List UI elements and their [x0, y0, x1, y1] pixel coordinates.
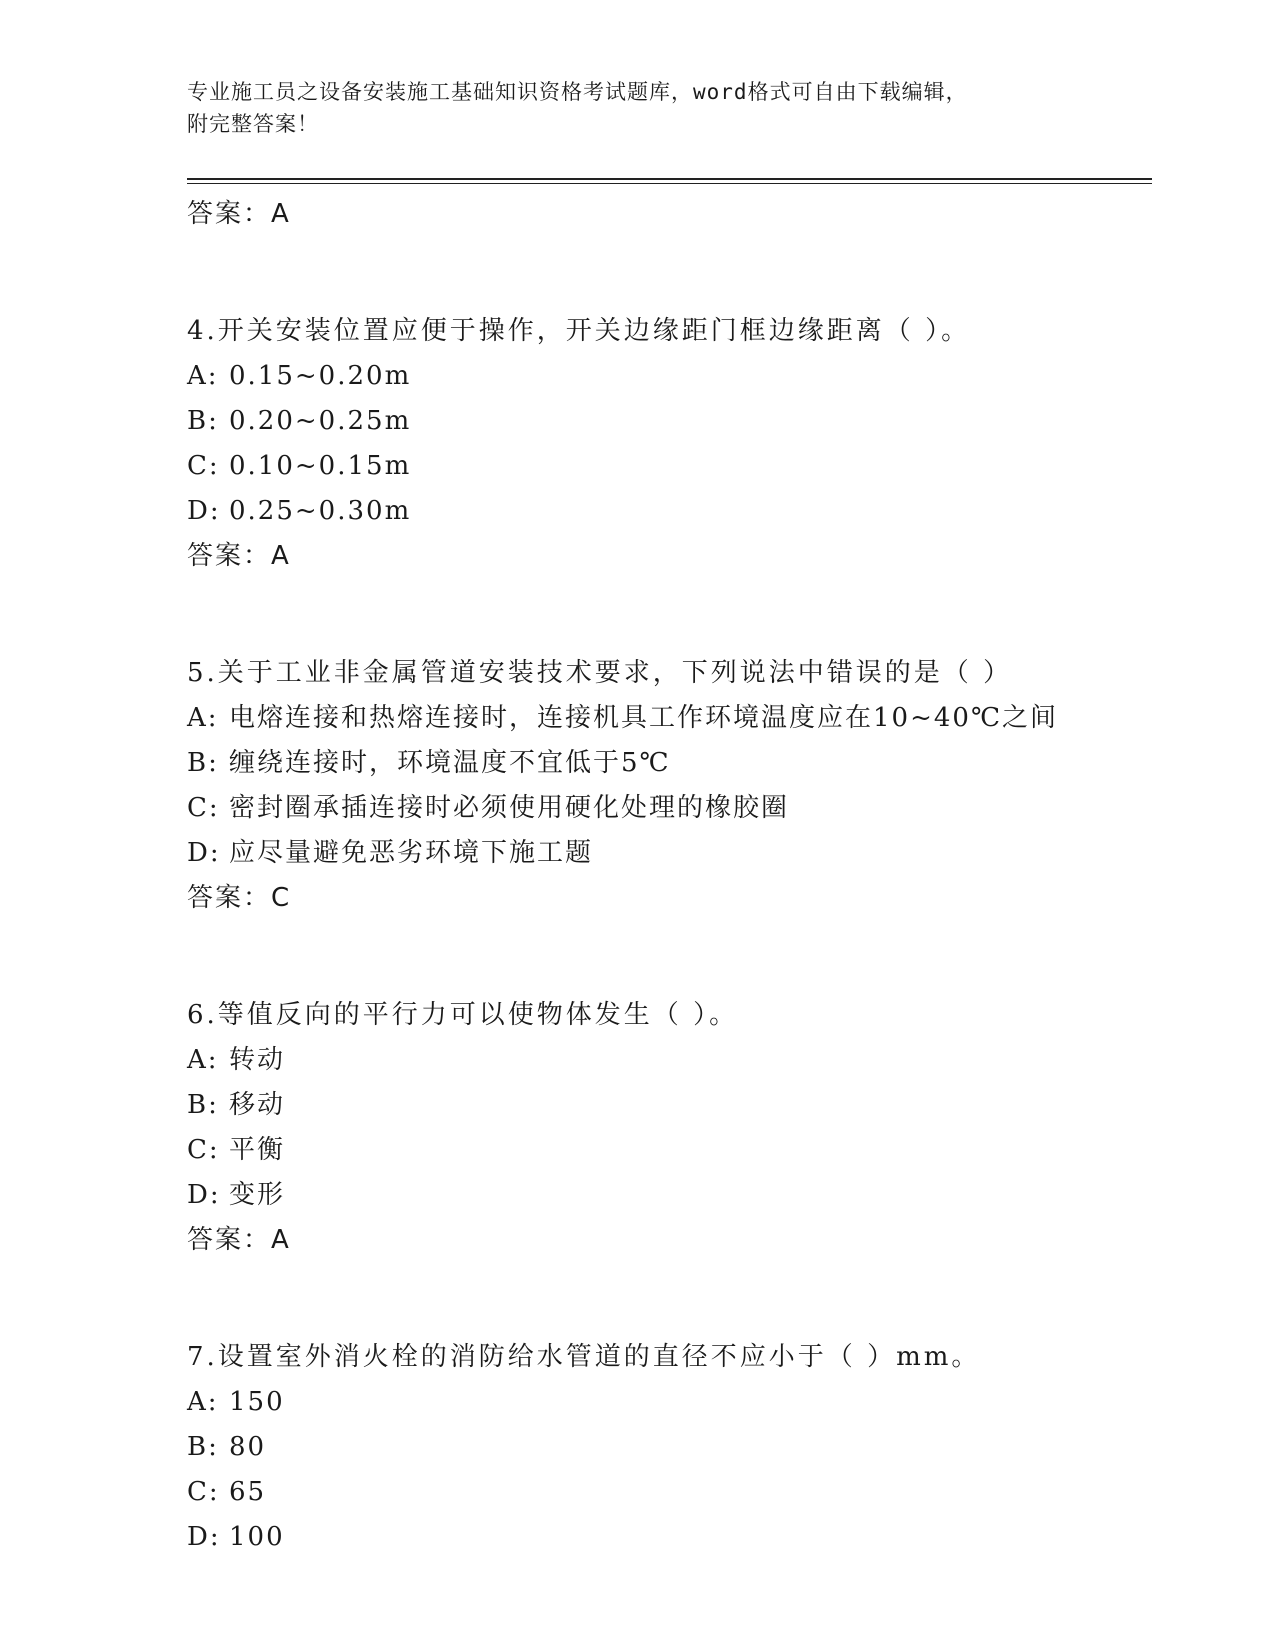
option-text: 应尽量避免恶劣环境下施工题 — [229, 838, 594, 868]
header-divider-thin — [187, 183, 1152, 184]
question-block — [187, 1334, 1152, 1560]
option-c — [187, 1128, 1152, 1173]
option-letter: C: — [187, 451, 220, 481]
answer-line: 答案：A — [187, 1225, 291, 1255]
option-letter: A: — [187, 1045, 219, 1075]
option-letter: B: — [187, 748, 219, 778]
option-letter: D: — [187, 1180, 221, 1210]
option-text: 电熔连接和热熔连接时，连接机具工作环境温度应在10~40℃之间 — [229, 703, 1059, 733]
option-letter: D: — [187, 1522, 221, 1552]
question-title: 4.开关安装位置应便于操作，开关边缘距门框边缘距离（ ）。 — [187, 316, 971, 346]
option-letter: A: — [187, 703, 219, 733]
option-letter: C: — [187, 1135, 220, 1165]
option-letter: B: — [187, 1090, 219, 1120]
question-title: 6.等值反向的平行力可以使物体发生（ ）。 — [187, 1000, 739, 1030]
answer-line: 答案：A — [187, 541, 291, 571]
option-letter: B: — [187, 406, 219, 436]
option-d — [187, 1173, 1152, 1218]
option-letter: C: — [187, 793, 220, 823]
option-text: 65 — [229, 1477, 267, 1507]
document-header — [187, 76, 1067, 140]
option-letter: A: — [187, 1387, 219, 1417]
option-letter: B: — [187, 1432, 219, 1462]
option-text: 变形 — [229, 1180, 286, 1210]
option-a — [187, 1380, 1152, 1425]
header-line-2: 附完整答案！ — [187, 112, 319, 136]
option-a — [187, 354, 1152, 399]
option-d — [187, 1515, 1152, 1560]
option-letter: D: — [187, 838, 221, 868]
answer-line: 答案：A — [187, 199, 291, 229]
question-block — [187, 992, 1152, 1262]
option-text: 平衡 — [229, 1135, 286, 1165]
question-list — [187, 192, 1152, 1560]
option-letter: C: — [187, 1477, 220, 1507]
option-text: 移动 — [229, 1090, 286, 1120]
option-text: 密封圈承插连接时必须使用硬化处理的橡胶圈 — [229, 793, 790, 823]
header-divider-thick — [187, 178, 1152, 180]
option-text: 0.20~0.25m — [229, 406, 412, 436]
option-b — [187, 399, 1152, 444]
option-a — [187, 696, 1152, 741]
option-text: 0.15~0.20m — [229, 361, 412, 391]
header-line-1: 专业施工员之设备安装施工基础知识资格考试题库，word格式可自由下载编辑， — [187, 80, 968, 104]
option-d — [187, 489, 1152, 534]
option-d — [187, 831, 1152, 876]
option-text: 100 — [229, 1522, 285, 1552]
option-text: 80 — [229, 1432, 267, 1462]
option-b — [187, 741, 1152, 786]
question-title: 7.设置室外消火栓的消防给水管道的直径不应小于（ ）mm。 — [187, 1342, 981, 1372]
question-block — [187, 650, 1152, 920]
question-block — [187, 308, 1152, 578]
option-a — [187, 1038, 1152, 1083]
option-c — [187, 786, 1152, 831]
option-c — [187, 444, 1152, 489]
option-text: 0.25~0.30m — [229, 496, 412, 526]
option-text: 缠绕连接时，环境温度不宜低于5℃ — [229, 748, 671, 778]
option-text: 转动 — [229, 1045, 286, 1075]
option-text: 150 — [229, 1387, 285, 1417]
option-b — [187, 1425, 1152, 1470]
option-text: 0.10~0.15m — [229, 451, 412, 481]
option-c — [187, 1470, 1152, 1515]
answer-line: 答案：C — [187, 883, 292, 913]
option-b — [187, 1083, 1152, 1128]
option-letter: D: — [187, 496, 221, 526]
option-letter: A: — [187, 361, 219, 391]
question-title: 5.关于工业非金属管道安装技术要求，下列说法中错误的是（ ） — [187, 658, 1013, 688]
